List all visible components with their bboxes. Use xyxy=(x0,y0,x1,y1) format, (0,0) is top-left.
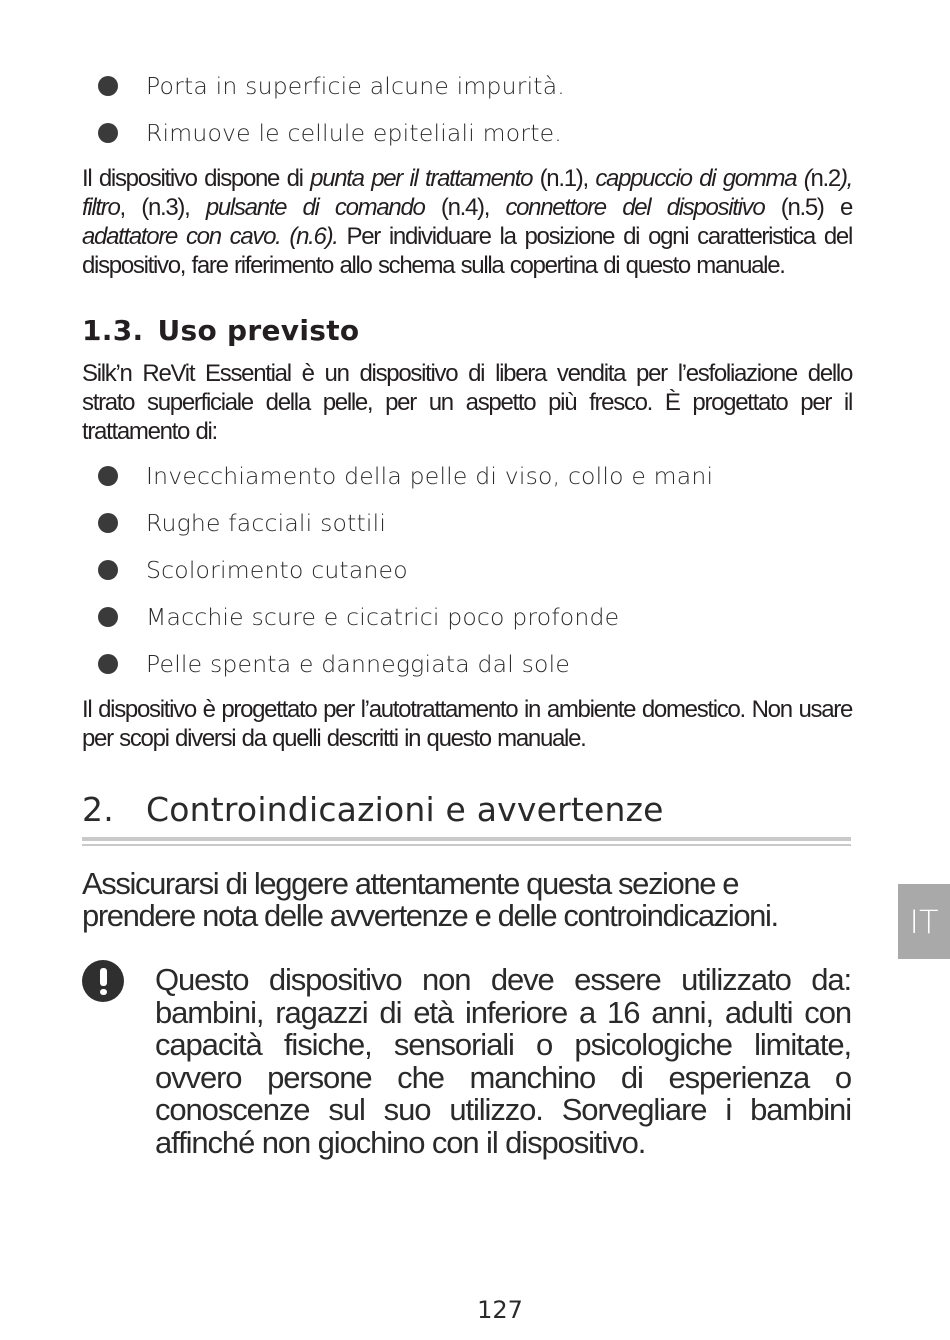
heading-rule xyxy=(82,837,851,841)
chapter-heading xyxy=(82,790,664,829)
section-heading xyxy=(82,314,359,347)
list-item-text: Invecchiamento della pelle di viso, collo e mani xyxy=(146,462,714,490)
list-item-text: Scolorimento cutaneo xyxy=(146,556,408,584)
bullet-icon xyxy=(98,560,118,580)
list-item-text: Rughe facciali sottili xyxy=(146,509,387,537)
list-item xyxy=(98,118,562,148)
list-item-text: Porta in superficie alcune impurità. xyxy=(146,72,565,100)
warning-text: Questo dispositivo non deve essere utilizzato da: bambini, ragazzi di età inferiore a 16 anni, adulti con capacità fisiche, sensoriali o psicologiche limitate, ovvero persone che manchino di esperienza o conoscenze sul suo utilizzo. Sorvegliare i bambini affinché non giochino con il dispositivo. xyxy=(155,962,851,1160)
bullet-icon xyxy=(98,466,118,486)
section-intro: Assicurarsi di leggere attentamente questa sezione e prendere nota delle avvertenze e delle controindicazioni. xyxy=(82,866,778,933)
list-item-text: Pelle spenta e danneggiata dal sole xyxy=(146,650,571,678)
list-item xyxy=(98,461,713,491)
list-item-text: Macchie scure e cicatrici poco profonde xyxy=(146,603,620,631)
list-item xyxy=(98,602,619,632)
list-item xyxy=(98,649,570,679)
bullet-icon xyxy=(98,654,118,674)
list-item xyxy=(98,71,565,101)
heading-rule-thin xyxy=(82,844,851,846)
language-tab: IT xyxy=(898,884,950,959)
warning-icon xyxy=(82,960,124,1002)
chapter-number: 2. xyxy=(82,790,114,829)
section-title: Uso previsto xyxy=(157,314,360,347)
bullet-icon xyxy=(98,607,118,627)
bullet-icon xyxy=(98,123,118,143)
bullet-icon xyxy=(98,513,118,533)
list-item xyxy=(98,555,408,585)
chapter-title: Controindicazioni e avvertenze xyxy=(146,790,664,829)
intended-use-paragraph: Silk’n ReVit Essential è un dispositivo di libera vendita per l’esfoliazione dello strato superficiale della pelle, per un aspetto più fresco. È progettato per il trattamento di: xyxy=(82,360,852,445)
list-item-text: Rimuove le cellule epiteliali morte. xyxy=(146,119,562,147)
bullet-icon xyxy=(98,76,118,96)
device-components-paragraph: Il dispositivo dispone di punta per il trattamento (n.1), cappuccio di gomma (n.2), filtro, (n.3), pulsante di comando (n.4), connettore del dispositivo (n.5) e adattatore con cavo. (n.6). Per individuare la posizione di ogni caratteristica del dispositivo, fare riferimento allo schema sulla copertina di questo manuale. xyxy=(82,165,852,279)
home-use-paragraph: Il dispositivo è progettato per l’autotrattamento in ambiente domestico. Non usare per scopi diversi da quelli descritti in questo manuale. xyxy=(82,696,852,752)
page-number: 127 xyxy=(477,1296,523,1324)
section-number: 1.3. xyxy=(82,314,144,347)
list-item xyxy=(98,508,386,538)
